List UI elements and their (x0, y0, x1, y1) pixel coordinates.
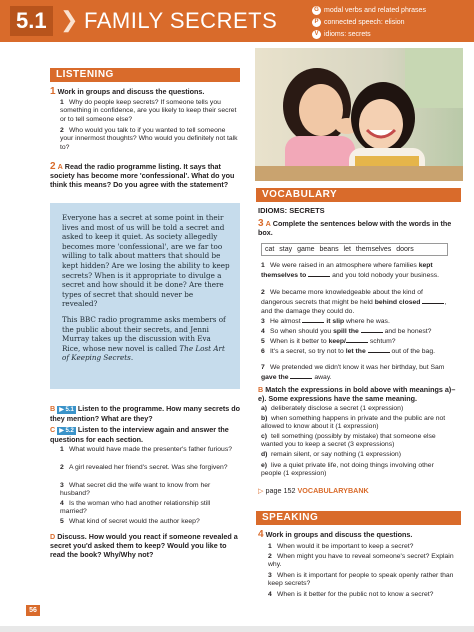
question-1-item-2 (60, 127, 238, 152)
vocab-sentence-6 (261, 346, 456, 356)
question-2c-item-4 (60, 500, 238, 517)
question-2d (50, 532, 240, 559)
item-text: What kind of secret would the author keep? (69, 518, 200, 525)
question-3b (258, 385, 458, 403)
audio-track-number: 5.1 (65, 407, 74, 413)
book-title: The Lost Art of Keeping Secrets (62, 343, 225, 363)
question-4 (258, 530, 458, 539)
pronunciation-badge-icon: P (312, 18, 321, 27)
item-number: 4 (60, 500, 64, 507)
answer-blank[interactable] (302, 316, 324, 323)
item-text: Is the woman who had another relationship still married? (60, 500, 211, 516)
idiom-text: spill the (333, 328, 359, 335)
bank-label: VOCABULARYBANK (297, 486, 369, 495)
vocab-sentence-1 (261, 262, 456, 281)
topic-pronunciation (312, 17, 426, 28)
radio-listing-panel (50, 203, 240, 389)
question-1 (50, 87, 240, 96)
question-2c-item-5 (60, 518, 238, 526)
question-letter: B (50, 404, 56, 413)
audio-track-button[interactable]: ▶ 5.2 (59, 428, 74, 434)
idiom-text: gave the (261, 374, 289, 382)
idiom-text: kept themselves to (261, 262, 433, 280)
item-number: 2 (60, 464, 64, 471)
grammar-badge-icon: G (312, 6, 321, 15)
photo-girls-whispering (255, 48, 463, 181)
arrow-icon: ▷ (258, 486, 264, 495)
question-2c (50, 425, 240, 444)
question-number: 4 (258, 529, 264, 540)
audio-track-button[interactable]: ▶ 5.1 (59, 407, 74, 413)
item-text: Who would you talk to if you wanted to tell someone your innermost thoughts? Who would you definitely not talk to? (60, 127, 238, 151)
idiom-text: it slip (326, 318, 345, 325)
speaking-item-4 (268, 591, 456, 599)
sentence-text: away. (312, 374, 332, 382)
radio-listing-text (62, 213, 230, 369)
item-text: When is it better for the public not to know a secret? (277, 591, 434, 598)
meaning-text: live a quiet private life, not doing things involving other people (1 expression) (261, 462, 434, 478)
question-number: 1 (50, 86, 56, 97)
sentence-text: When is it better to (270, 338, 329, 345)
vocab-sentence-7 (261, 364, 456, 383)
answer-blank[interactable] (308, 270, 330, 277)
item-number: 7 (261, 364, 265, 371)
item-number: 3 (268, 572, 272, 579)
topic-text: connected speech: elision (324, 19, 405, 26)
vocab-sentence-3 (261, 316, 456, 326)
vocab-sentence-2 (261, 289, 456, 316)
speaking-heading: SPEAKING (256, 511, 461, 525)
item-number: 2 (268, 553, 272, 560)
vocabulary-subheading: IDIOMS: SECRETS (258, 206, 325, 215)
question-2b (50, 404, 240, 423)
word-box: cat stay game beans let themselves doors (261, 243, 448, 256)
meaning-text: tell something (possibly by mistake) that someone else wanted you to keep a secret (3 expressions) (261, 433, 436, 449)
question-2b-text: Listen to the programme. How many secrets do they mention? What are they? (50, 404, 240, 423)
item-text: When is it important for people to speak openly rather than keep secrets? (268, 572, 454, 588)
question-letter: D (50, 532, 56, 541)
meaning-a (261, 405, 456, 413)
question-1-item-1 (60, 99, 238, 124)
question-3b-text: Match the expressions in bold above with meanings a)–e). Some expressions have the same meaning. (258, 385, 456, 403)
sentence-text: We were raised in an atmosphere where families (270, 262, 419, 269)
meaning-d (261, 451, 456, 459)
item-number: 1 (60, 446, 64, 453)
vocabulary-badge-icon: V (312, 30, 321, 39)
sentence-text: , and the damage they could do. (261, 299, 447, 315)
question-2a-text: Read the radio programme listing. It says that society has become more 'confessional'. What do you think this means? Do you agree with the statement? (50, 162, 235, 189)
sentence-text: and you told nobody your business. (330, 272, 440, 280)
meaning-e (261, 462, 456, 479)
listing-text: This BBC radio programme asks members of the public about their secrets, and Jenni Murray takes up the discussion with Eva Rice, whose new novel is called (62, 314, 226, 353)
question-1-instruction: Work in groups and discuss the questions. (57, 87, 205, 96)
sentence-text: We pretended we didn't know it was her birthday, but Sam (270, 364, 445, 371)
item-text: Why do people keep secrets? If someone tells you something in confidence, are you likely to keep their secret or to tell someone else? (60, 99, 237, 123)
vocab-sentence-5 (261, 336, 456, 346)
vocabulary-heading: VOCABULARY (256, 188, 461, 202)
sentence-text: and be honest? (382, 328, 432, 335)
meaning-letter: d) (261, 451, 268, 458)
meaning-letter: b) (261, 415, 268, 422)
meaning-text: remain silent, or say nothing (1 expression) (271, 451, 401, 458)
item-number: 5 (60, 518, 64, 525)
item-number: 4 (268, 591, 272, 598)
speaking-item-2 (268, 553, 456, 570)
question-letter: A (57, 162, 63, 171)
meaning-c (261, 433, 456, 450)
item-text: When might you have to reveal someone's secret? Explain why. (268, 553, 454, 569)
item-number: 4 (261, 328, 265, 335)
idiom-text: let the (345, 348, 366, 355)
unit-title: FAMILY SECRETS (84, 8, 278, 33)
bottom-divider (0, 626, 474, 632)
question-letter: B (258, 385, 264, 394)
listing-text: . (130, 353, 134, 363)
item-text: What would have made the presenter's father furious? (69, 446, 233, 453)
sentence-text: We became more knowledgeable about the kind of dangerous secrets that might be held (261, 289, 423, 307)
item-number: 5 (261, 338, 265, 345)
question-number: 2 (50, 161, 56, 172)
sentence-text: schtum? (367, 338, 396, 345)
meaning-text: when something happens in private and the public are not allowed to know about it (1 expression) (261, 415, 446, 431)
question-2a (50, 162, 240, 189)
sentence-text: where he was. (344, 318, 390, 325)
item-number: 1 (261, 262, 265, 269)
item-text: When would it be important to keep a secret? (277, 543, 414, 550)
question-3a (258, 219, 458, 237)
chevron-icon: ❯ (60, 7, 79, 32)
sentence-text: out of the bag. (389, 348, 435, 355)
speaking-item-3 (268, 572, 456, 589)
topic-list (312, 5, 426, 41)
question-2c-item-3 (60, 482, 238, 499)
meaning-letter: a) (261, 405, 268, 412)
item-number: 3 (261, 318, 265, 325)
question-3a-text: Complete the sentences below with the words in the box. (258, 219, 452, 237)
question-2d-text: Discuss. How would you react if someone revealed a secret you'd asked them to keep? Would you like to read the book? Why/Why not? (50, 532, 238, 559)
idiom-text: behind closed (374, 299, 421, 307)
sentence-text: So when should you (270, 328, 334, 335)
listening-heading: LISTENING (50, 68, 240, 82)
speaking-item-1 (268, 543, 456, 551)
item-number: 1 (268, 543, 272, 550)
topic-grammar (312, 5, 426, 16)
page-number: 56 (26, 605, 40, 616)
idiom-text: keep/ (328, 338, 346, 345)
question-number: 3 (258, 218, 264, 229)
meaning-b (261, 415, 456, 432)
listing-paragraph-2 (62, 315, 230, 363)
topic-vocabulary (312, 29, 426, 40)
vocab-sentence-4 (261, 326, 456, 336)
bank-page: page 152 (265, 486, 296, 495)
answer-blank[interactable] (346, 336, 368, 343)
answer-blank[interactable] (422, 297, 444, 304)
question-2c-item-1 (60, 446, 238, 454)
audio-track-number: 5.2 (65, 428, 74, 434)
sentence-text: He almost (270, 318, 303, 325)
item-number: 2 (60, 127, 64, 134)
question-4-text: Work in groups and discuss the questions. (265, 530, 413, 539)
question-letter: C (50, 425, 56, 434)
item-number: 1 (60, 99, 64, 106)
listing-paragraph-1: Everyone has a secret at some point in their lives and most of us will be told a secret and asked to keep it quiet. As society allegedly becomes more 'confessional', are we far too willing to talk about matters that should be kept hidden? Are we losing the ability to keep secrets? When is it appropriate to divulge a secret and how should it be done? Are there types of secret that should never be revealed? (62, 213, 230, 309)
unit-number: 5.1 (10, 6, 53, 36)
answer-blank[interactable] (368, 346, 390, 353)
item-number: 3 (60, 482, 64, 489)
question-2c-text: Listen to the interview again and answer the questions for each section. (50, 425, 229, 444)
answer-blank[interactable] (290, 372, 312, 379)
item-text: A girl revealed her friend's secret. Was she forgiven? (69, 464, 228, 471)
question-letter: A (265, 219, 271, 228)
item-text: What secret did the wife want to know from her husband? (60, 482, 211, 498)
meaning-letter: e) (261, 462, 268, 469)
meaning-letter: c) (261, 433, 268, 440)
unit-header (0, 0, 474, 42)
question-2c-item-2 (60, 464, 238, 472)
item-number: 6 (261, 348, 265, 355)
topic-text: modal verbs and related phrases (324, 7, 426, 14)
meaning-text: deliberately disclose a secret (1 expression) (271, 405, 404, 412)
answer-blank[interactable] (361, 326, 383, 333)
item-number: 2 (261, 289, 265, 296)
sentence-text: It's a secret, so try not to (270, 348, 346, 355)
topic-text: idioms: secrets (324, 31, 371, 38)
vocabulary-bank-link[interactable] (258, 486, 458, 495)
